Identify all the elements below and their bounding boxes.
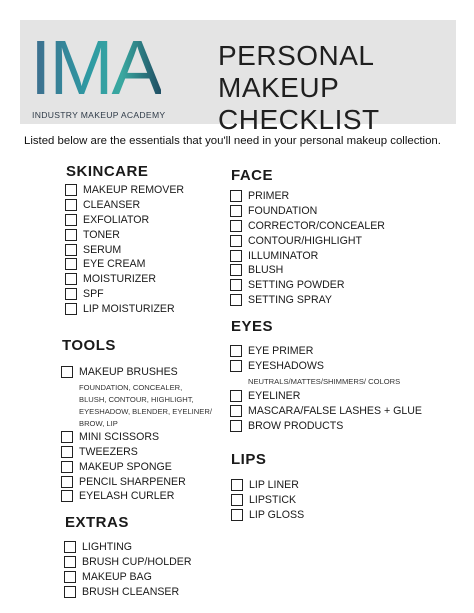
checkbox[interactable]	[230, 279, 242, 291]
item-label: TWEEZERS	[79, 445, 138, 458]
checkbox[interactable]	[61, 446, 73, 458]
lips-list	[231, 478, 304, 522]
tools-item[interactable]	[61, 365, 212, 380]
checkbox[interactable]	[230, 405, 242, 417]
checkbox[interactable]	[64, 556, 76, 568]
checkbox[interactable]	[231, 479, 243, 491]
skincare-item[interactable]	[65, 198, 184, 213]
brushes-note-line: BROW, LIP	[79, 418, 118, 428]
eyes-item[interactable]	[230, 359, 422, 374]
title-line-3: CHECKLIST	[218, 104, 380, 135]
checkbox[interactable]	[230, 220, 242, 232]
intro-text: Listed below are the essentials that you'll need in your personal makeup collection.	[24, 135, 441, 147]
item-label: ILLUMINATOR	[248, 249, 319, 262]
face-item[interactable]	[230, 263, 385, 278]
checkbox[interactable]	[64, 541, 76, 553]
skincare-item[interactable]	[65, 257, 184, 272]
lips-item[interactable]	[231, 478, 304, 493]
face-item[interactable]	[230, 293, 385, 308]
lips-heading: LIPS	[231, 451, 267, 468]
checkbox[interactable]	[65, 244, 77, 256]
item-label: CONTOUR/HIGHLIGHT	[248, 234, 362, 247]
brushes-note-line: EYESHADOW, BLENDER, EYELINER/	[79, 406, 212, 416]
lips-item[interactable]	[231, 493, 304, 508]
item-label: EYE CREAM	[83, 258, 146, 271]
tools-item[interactable]	[61, 489, 212, 504]
skincare-item[interactable]	[65, 287, 184, 302]
checkbox[interactable]	[65, 184, 77, 196]
eyes-item[interactable]	[230, 344, 422, 359]
item-label: BLUSH	[248, 264, 284, 277]
checkbox[interactable]	[61, 490, 73, 502]
checkbox[interactable]	[230, 264, 242, 276]
extras-item[interactable]	[64, 584, 192, 599]
checkbox[interactable]	[231, 494, 243, 506]
checkbox[interactable]	[230, 235, 242, 247]
face-item[interactable]	[230, 278, 385, 293]
header-banner	[20, 20, 456, 135]
item-label: MINI SCISSORS	[79, 431, 160, 444]
checkbox[interactable]	[65, 273, 77, 285]
item-label: LIP LINER	[249, 479, 299, 492]
item-label: PENCIL SHARPENER	[79, 475, 186, 488]
skincare-item[interactable]	[65, 272, 184, 287]
item-label: LIGHTING	[82, 541, 133, 554]
checkbox[interactable]	[61, 476, 73, 488]
item-label: LIP MOISTURIZER	[83, 302, 175, 315]
item-label: BRUSH CLEANSER	[82, 585, 180, 598]
skincare-item[interactable]	[65, 242, 184, 257]
page-title	[218, 40, 380, 136]
skincare-list	[65, 183, 184, 316]
checkbox[interactable]	[230, 250, 242, 262]
title-line-2: MAKEUP	[218, 72, 340, 103]
extras-item[interactable]	[64, 570, 192, 585]
item-label: LIPSTICK	[249, 494, 297, 507]
item-label: MOISTURIZER	[83, 273, 156, 286]
item-label: TONER	[83, 228, 120, 241]
eyes-item[interactable]	[230, 418, 422, 433]
checkbox[interactable]	[230, 190, 242, 202]
checkbox[interactable]	[230, 360, 242, 372]
item-label: LIP GLOSS	[249, 508, 305, 521]
tools-item[interactable]	[61, 430, 212, 445]
skincare-item[interactable]	[65, 227, 184, 242]
lips-item[interactable]	[231, 508, 304, 523]
checkbox[interactable]	[65, 214, 77, 226]
ima-logo	[30, 25, 185, 120]
extras-heading: EXTRAS	[65, 514, 129, 531]
checkbox[interactable]	[230, 390, 242, 402]
face-item[interactable]	[230, 233, 385, 248]
item-label: BRUSH CUP/HOLDER	[82, 556, 192, 569]
item-label: EXFOLIATOR	[83, 213, 150, 226]
face-item[interactable]	[230, 248, 385, 263]
logo-letters: IMA	[30, 25, 161, 111]
item-label: MAKEUP REMOVER	[83, 184, 185, 197]
item-label: SERUM	[83, 243, 122, 256]
item-label: MAKEUP BAG	[82, 570, 152, 583]
item-label: MAKEUP BRUSHES	[79, 366, 178, 379]
item-label: MAKEUP SPONGE	[79, 460, 172, 473]
skincare-heading: SKINCARE	[66, 163, 149, 180]
tools-list	[61, 365, 212, 504]
item-label: SETTING POWDER	[248, 279, 345, 292]
item-label: CORRECTOR/CONCEALER	[248, 219, 385, 232]
checkbox[interactable]	[65, 229, 77, 241]
checkbox[interactable]	[65, 288, 77, 300]
skincare-item[interactable]	[65, 301, 184, 316]
tools-item[interactable]	[61, 445, 212, 460]
item-label: SETTING SPRAY	[248, 293, 332, 306]
item-label: MASCARA/FALSE LASHES + GLUE	[248, 404, 422, 417]
item-label: BROW PRODUCTS	[248, 419, 344, 432]
logo-subtitle: INDUSTRY MAKEUP ACADEMY	[32, 110, 166, 120]
checkbox[interactable]	[230, 345, 242, 357]
eyes-list	[230, 344, 422, 433]
tools-heading: TOOLS	[62, 337, 116, 354]
item-label: SPF	[83, 287, 104, 300]
face-item[interactable]	[230, 204, 385, 219]
extras-list	[64, 540, 192, 599]
extras-item[interactable]	[64, 540, 192, 555]
tools-item[interactable]	[61, 474, 212, 489]
face-list	[230, 189, 385, 307]
item-label: CLEANSER	[83, 199, 141, 212]
skincare-item[interactable]	[65, 183, 184, 198]
item-label: EYELASH CURLER	[79, 490, 175, 503]
face-item[interactable]	[230, 219, 385, 234]
brushes-note-line: FOUNDATION, CONCEALER,	[79, 382, 183, 392]
eyeshadows-note: NEUTRALS/MATTES/SHIMMERS/ COLORS	[248, 376, 401, 386]
eyes-item[interactable]	[230, 403, 422, 418]
title-line-1: PERSONAL	[218, 40, 375, 71]
checkbox[interactable]	[61, 461, 73, 473]
extras-item[interactable]	[64, 555, 192, 570]
skincare-item[interactable]	[65, 213, 184, 228]
checkbox[interactable]	[231, 509, 243, 521]
brushes-note-line: BLUSH, CONTOUR, HIGHLIGHT,	[79, 394, 194, 404]
eyes-item[interactable]	[230, 389, 422, 404]
checkbox[interactable]	[65, 258, 77, 270]
tools-item[interactable]	[61, 459, 212, 474]
item-label: EYESHADOWS	[248, 360, 324, 373]
checkbox[interactable]	[64, 586, 76, 598]
checkbox[interactable]	[61, 431, 73, 443]
item-label: FOUNDATION	[248, 205, 318, 218]
checkbox[interactable]	[61, 366, 73, 378]
face-heading: FACE	[231, 167, 274, 184]
checkbox[interactable]	[230, 420, 242, 432]
checkbox[interactable]	[65, 199, 77, 211]
checkbox[interactable]	[65, 303, 77, 315]
checkbox[interactable]	[230, 205, 242, 217]
item-label: EYELINER	[248, 389, 301, 402]
item-label: PRIMER	[248, 190, 290, 203]
face-item[interactable]	[230, 189, 385, 204]
eyes-heading: EYES	[231, 318, 274, 335]
checkbox[interactable]	[230, 294, 242, 306]
checkbox[interactable]	[64, 571, 76, 583]
item-label: EYE PRIMER	[248, 345, 314, 358]
